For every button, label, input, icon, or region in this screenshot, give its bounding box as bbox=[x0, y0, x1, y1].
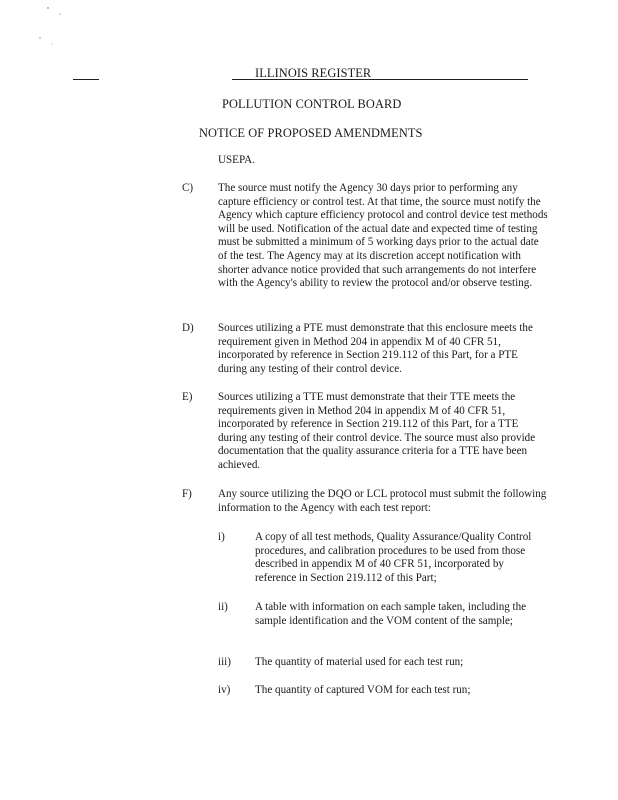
notice-title: NOTICE OF PROPOSED AMENDMENTS bbox=[199, 126, 423, 140]
subitem-marker: i) bbox=[218, 531, 225, 543]
subitem-text: A copy of all test methods, Quality Assurance/Quality Control procedures, and calibration procedures to be used from those described in appendix M of 40 CFR 51, incorporated by reference in Section 219.112 of this Part; bbox=[255, 531, 532, 584]
item-text: Sources utilizing a TTE must demonstrate that their TTE meets the requirements given in Method 204 in appendix M of 40 CFR 51, incorporated by reference in Section 219.112 of this Part, for a TTE during any testing of their control device. The source must also provide documentation that the quality assurance criteria for a TTE have been achieved. bbox=[218, 391, 536, 471]
subitem-marker: iv) bbox=[218, 684, 231, 696]
item-text: Sources utilizing a PTE must demonstrate that this enclosure meets the requirement given in Method 204 in appendix M of 40 CFR 51, incorporated by reference in Section 219.112 of this Part, for a PTE during any testing of their control device. bbox=[218, 322, 533, 375]
subitem-text: The quantity of captured VOM for each test run; bbox=[255, 684, 471, 696]
board-title: POLLUTION CONTROL BOARD bbox=[222, 97, 402, 111]
continuation-text: USEPA. bbox=[218, 154, 255, 166]
item-marker: D) bbox=[182, 322, 194, 334]
item-text: Any source utilizing the DQO or LCL protocol must submit the following information to the Agency with each test report: bbox=[218, 488, 547, 514]
subitem-text: A table with information on each sample taken, including the sample identification and the VOM content of the sample; bbox=[255, 601, 527, 627]
item-marker: F) bbox=[182, 488, 192, 500]
subitem-marker: iii) bbox=[218, 656, 231, 668]
scan-specks bbox=[0, 0, 90, 50]
register-title: ILLINOIS REGISTER bbox=[255, 66, 372, 80]
subitem-text: The quantity of material used for each test run; bbox=[255, 656, 464, 668]
item-marker: E) bbox=[182, 391, 193, 403]
subitem-marker: ii) bbox=[218, 601, 228, 613]
item-marker: C) bbox=[182, 182, 194, 194]
header-rule-left bbox=[73, 79, 99, 80]
item-text: The source must notify the Agency 30 days prior to performing any capture efficiency or control test. At that time, the source must notify the Agency which capture efficiency protocol and control device test methods will be used. Notification of the actual date and expected time of testing must be submitted a minimum of 5 working days prior to the actual date of the test. The Agency may at its discretion accept notification with shorter advance notice provided that such arrangements do not interfere with the Agency's ability to review the protocol and/or observe testing. bbox=[218, 182, 548, 290]
